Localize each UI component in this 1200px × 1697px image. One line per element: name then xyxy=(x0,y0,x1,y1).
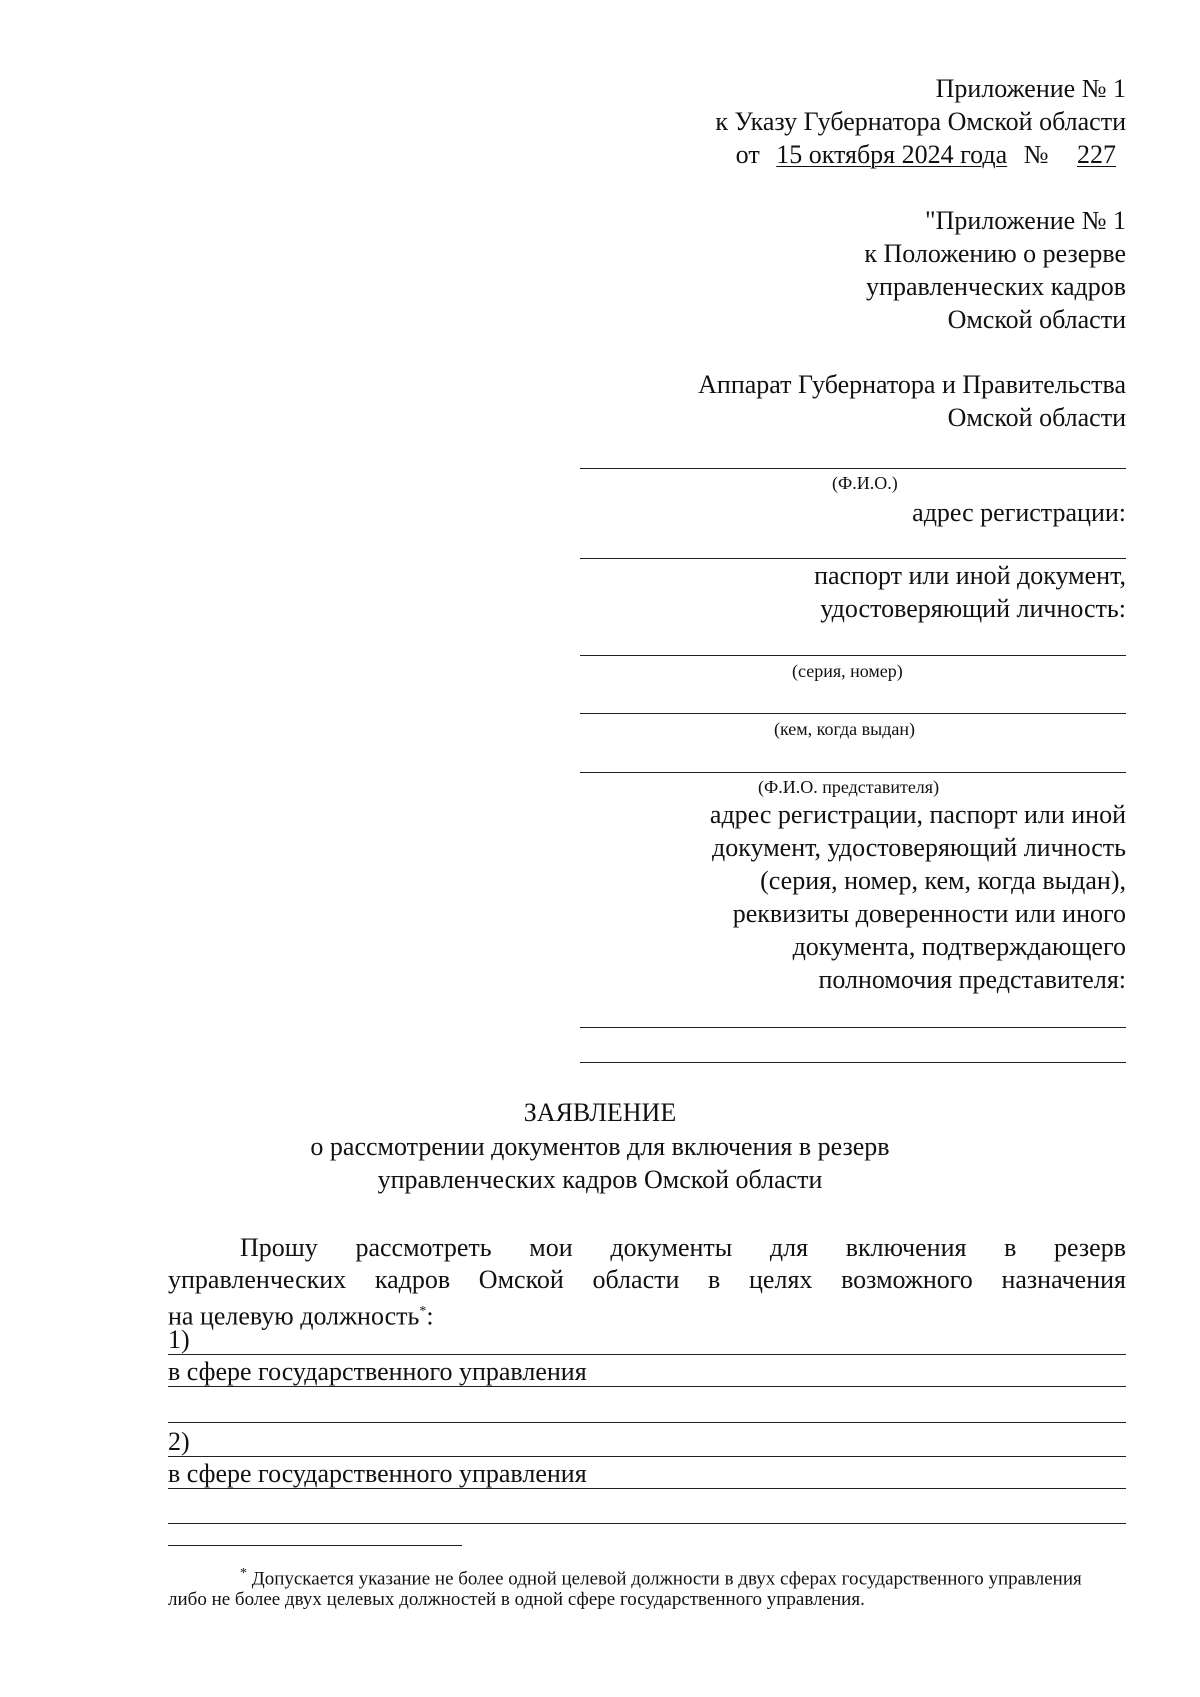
appendix-line-2: к Положению о резерве xyxy=(864,239,1126,268)
address-label: адрес регистрации: xyxy=(912,498,1126,527)
rep-text-4: реквизиты доверенности или иного xyxy=(732,899,1126,928)
body-line-2: управленческих кадров Омской области в целях возможного назначения xyxy=(168,1265,1126,1294)
footnote-ref: * xyxy=(419,1304,427,1319)
addressee-line-1: Аппарат Губернатора и Правительства xyxy=(698,370,1126,399)
address-line[interactable] xyxy=(580,558,1126,559)
appendix-line-3: управленческих кадров xyxy=(866,272,1126,301)
document-subtitle-1: о рассмотрении документов для включения в резерв xyxy=(310,1132,890,1161)
fio-line[interactable] xyxy=(580,468,1126,469)
position-2-extra-line[interactable] xyxy=(168,1523,1126,1524)
footnote-line-1: * Допускается указание не более одной целевой должности в двух сферах государственного управления xyxy=(240,1566,1082,1590)
position-1-field[interactable]: 1) xyxy=(168,1326,1126,1355)
document-subtitle-2: управленческих кадров Омской области xyxy=(377,1165,823,1194)
header-line-2: к Указу Губернатора Омской области xyxy=(715,107,1126,136)
footnote-separator xyxy=(168,1545,462,1546)
position-2-field[interactable]: 2) xyxy=(168,1428,1126,1457)
header-line-1: Приложение № 1 xyxy=(935,74,1126,103)
position-1-extra-line[interactable] xyxy=(168,1422,1126,1423)
rep-details-line-2[interactable] xyxy=(580,1062,1126,1063)
header-date-line xyxy=(736,140,1126,170)
representative-line[interactable] xyxy=(580,772,1126,773)
series-caption: (серия, номер) xyxy=(792,661,903,681)
fio-caption: (Ф.И.О.) xyxy=(832,473,898,493)
rep-text-6: полномочия представителя: xyxy=(818,965,1126,994)
footnote-mark: * xyxy=(240,1566,247,1581)
rep-text-3: (серия, номер, кем, когда выдан), xyxy=(760,866,1126,895)
passport-label-2: удостоверяющий личность: xyxy=(820,594,1126,623)
decree-date: 15 октября 2024 года xyxy=(776,140,1008,169)
body-line-1: Прошу рассмотреть мои документы для включения в резерв xyxy=(240,1233,1126,1262)
passport-label-1: паспорт или иной документ, xyxy=(814,561,1126,590)
rep-text-1: адрес регистрации, паспорт или иной xyxy=(709,800,1126,829)
rep-details-line-1[interactable] xyxy=(580,1027,1126,1028)
issued-line[interactable] xyxy=(580,713,1126,714)
body-line-3: на целевую должность*: xyxy=(168,1301,434,1331)
rep-text-2: документ, удостоверяющий личность xyxy=(712,833,1126,862)
position-1-sphere[interactable]: в сфере государственного управления xyxy=(168,1358,1126,1387)
addressee-line-2: Омской области xyxy=(947,403,1126,432)
number-label: № xyxy=(1023,140,1049,169)
series-line[interactable] xyxy=(580,655,1126,656)
representative-caption: (Ф.И.О. представителя) xyxy=(758,777,940,797)
footnote-line-2: либо не более двух целевых должностей в одной сфере государственного управления. xyxy=(168,1589,865,1610)
document-title: ЗАЯВЛЕНИЕ xyxy=(523,1098,677,1127)
decree-number: 227 xyxy=(1077,140,1116,169)
issued-caption: (кем, когда выдан) xyxy=(774,719,916,739)
rep-text-5: документа, подтверждающего xyxy=(792,932,1126,961)
appendix-line-1: "Приложение № 1 xyxy=(925,206,1126,235)
appendix-line-4: Омской области xyxy=(947,305,1126,334)
position-2-sphere[interactable]: в сфере государственного управления xyxy=(168,1460,1126,1489)
date-prefix: от xyxy=(735,140,760,169)
